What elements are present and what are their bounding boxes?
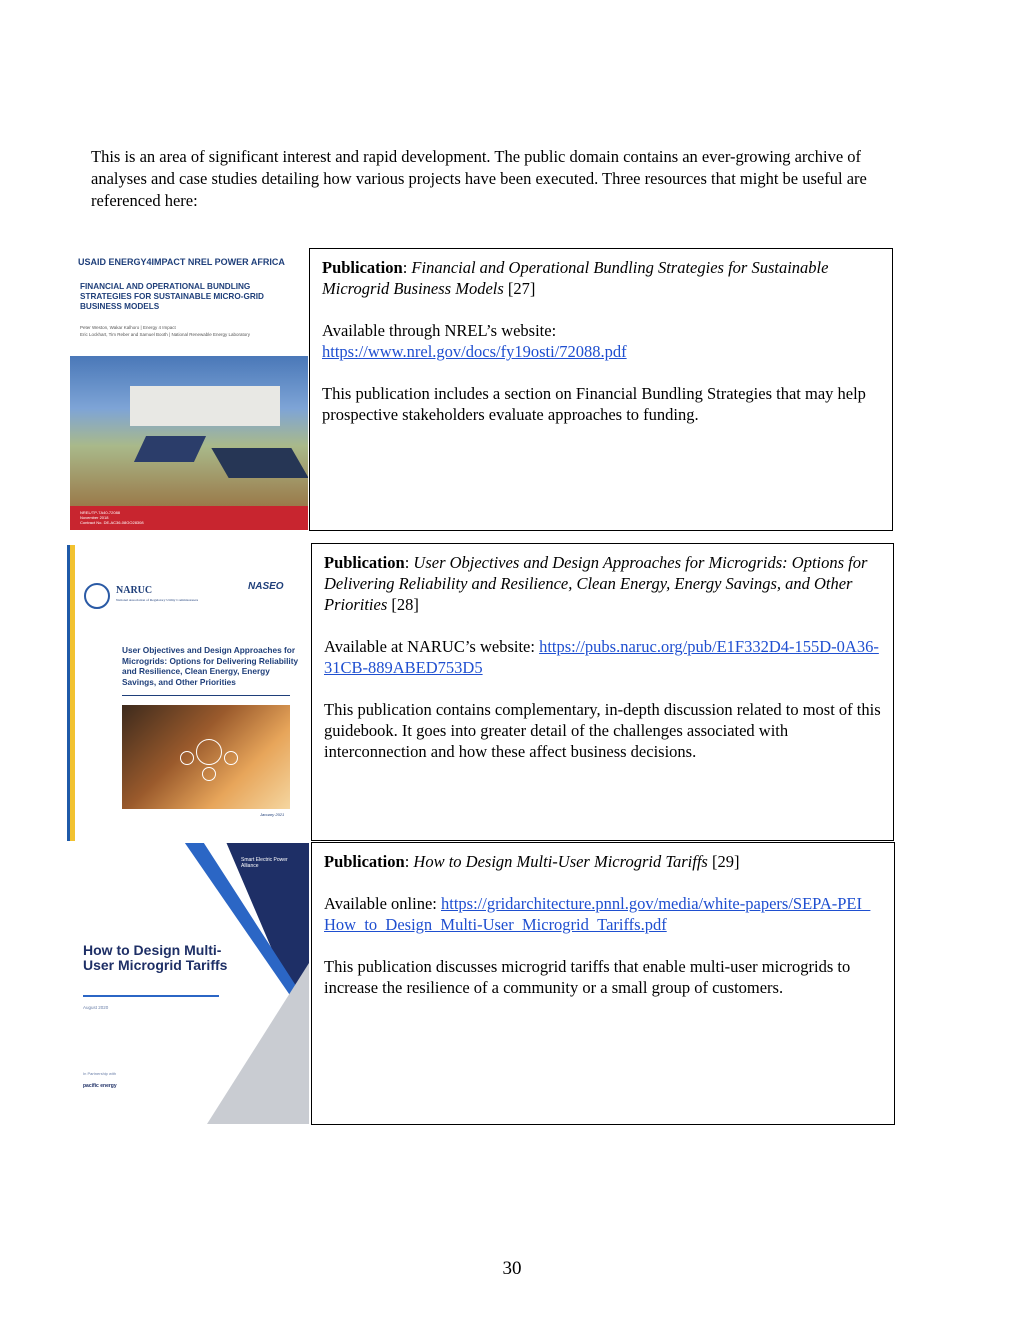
publication-label: Publication: [324, 553, 405, 572]
publication-title: Financial and Operational Bundling Strategies for Sustainable Microgrid Business Models: [322, 258, 829, 298]
publication-box-1: Publication: Financial and Operational Bundling Strategies for Sustainable Microgrid Business Models [27] Available through NREL’s website: https://www.nrel.gov/docs/fy19osti/72088.pdf This publication includes a section on Financial Bundling Strategies that may help prospective stakeholders evaluate approaches to funding.: [309, 248, 893, 531]
cover-org: Smart Electric Power Alliance: [241, 857, 288, 869]
publication-box-3: Publication: How to Design Multi-User Microgrid Tariffs [29] Available online: https://gridarchitecture.pnnl.gov/media/white-papers/SEPA-PEI_How_to_Design_Multi-User_Microgrid_Tariffs.pdf This publication discusses microgrid tariffs that enable multi-user microgrids to increase the resilience of a community or a small group of customers.: [311, 842, 895, 1125]
publication-title: User Objectives and Design Approaches for Microgrids: Options for Delivering Reliability and Resilience, Clean Energy, Energy Savings, and Other Priorities: [324, 553, 868, 614]
publication-box-2: Publication: User Objectives and Design Approaches for Microgrids: Options for Delivering Reliability and Resilience, Clean Energy, Energy Savings, and Other Priorities [28] Available at NARUC’s website: https://pubs.naruc.org/pub/E1F332D4-155D-0A36-31CB-889ABED753D5 This publication contains complementary, in-depth discussion related to most of this guidebook. It goes into greater detail of the challenges associated with interconnection and how these affect business decisions.: [311, 543, 894, 841]
cover-image-sepa: [67, 843, 309, 1124]
cover-org: NARUC: [116, 585, 153, 596]
naruc-seal-icon: [84, 583, 110, 609]
publication-ref: [29]: [711, 852, 740, 871]
cover-partner-logo: pacific energy: [83, 1083, 117, 1089]
cover-logos: USAID ENERGY4IMPACT NREL POWER AFRICA: [78, 257, 285, 267]
cover-partnership: In Partnership with: [83, 1071, 117, 1076]
page-number: 30: [502, 1258, 522, 1279]
cover-footer-band: [70, 506, 308, 530]
cover-authors: Peter Weston, Wakar Kalhoro | Energy 4 Impact Eric Lockhart, Tim Reber and Samuel Booth | National Renewable Energy Laboratory: [80, 325, 251, 337]
publication-title: How to Design Multi-User Microgrid Tariffs: [413, 852, 708, 871]
publication-description: This publication discusses microgrid tariffs that enable multi-user microgrids to increase the resilience of a community or a small group of customers.: [324, 957, 851, 997]
publication-link[interactable]: https://www.nrel.gov/docs/fy19osti/72088.pdf: [322, 342, 627, 361]
cover-date: August 2020: [83, 1005, 109, 1010]
cover-photo: [70, 356, 308, 506]
publication-description: This publication includes a section on Financial Bundling Strategies that may help prospective stakeholders evaluate approaches to funding.: [322, 384, 866, 424]
cover-image-nrel: [70, 248, 308, 530]
availability-text: Available through NREL’s website:: [322, 321, 557, 340]
cover-title: How to Design Multi-User Microgrid Tariffs: [83, 942, 228, 973]
publication-ref: [27]: [507, 279, 536, 298]
availability-text: Available at NARUC’s website:: [324, 637, 535, 656]
publication-ref: [28]: [391, 595, 419, 614]
publication-link[interactable]: https://gridarchitecture.pnnl.gov/media/white-papers/SEPA-PEI_How_to_Design_Multi-User_Microgrid_Tariffs.pdf: [324, 894, 871, 934]
cover-image-naruc: [67, 545, 310, 841]
cover-title: User Objectives and Design Approaches for Microgrids: Options for Delivering Reliability and Resilience, Clean Energy, Energy Savings, and Other Priorities: [122, 645, 299, 687]
cover-date: January 2021: [260, 812, 285, 817]
cover-partner-logo: NASEO: [248, 581, 284, 592]
cover-title: FINANCIAL AND OPERATIONAL BUNDLING STRATEGIES FOR SUSTAINABLE MICRO-GRID BUSINESS MODELS: [80, 282, 264, 311]
cover-org-full: National Association of Regulatory Utility Commissioners: [116, 598, 199, 602]
publication-description: This publication contains complementary, in-depth discussion related to most of this guidebook. It goes into greater detail of the challenges associated with interconnection and how these affect business decisions.: [324, 700, 881, 761]
publication-link[interactable]: https://pubs.naruc.org/pub/E1F332D4-155D-0A36-31CB-889ABED753D5: [324, 637, 879, 677]
publication-label: Publication: [322, 258, 403, 277]
cover-footer-text: NREL/TP-7A40-72088 November 2018 Contract No. DE-AC36-08GO28308: [80, 510, 144, 525]
cover-photo: [122, 705, 290, 809]
publication-label: Publication: [324, 852, 405, 871]
intro-paragraph: This is an area of significant interest and rapid development. The public domain contains an ever-growing archive of analyses and case studies detailing how various projects have been executed. Three resources that might be useful are referenced here:: [91, 147, 867, 210]
availability-text: Available online:: [324, 894, 437, 913]
